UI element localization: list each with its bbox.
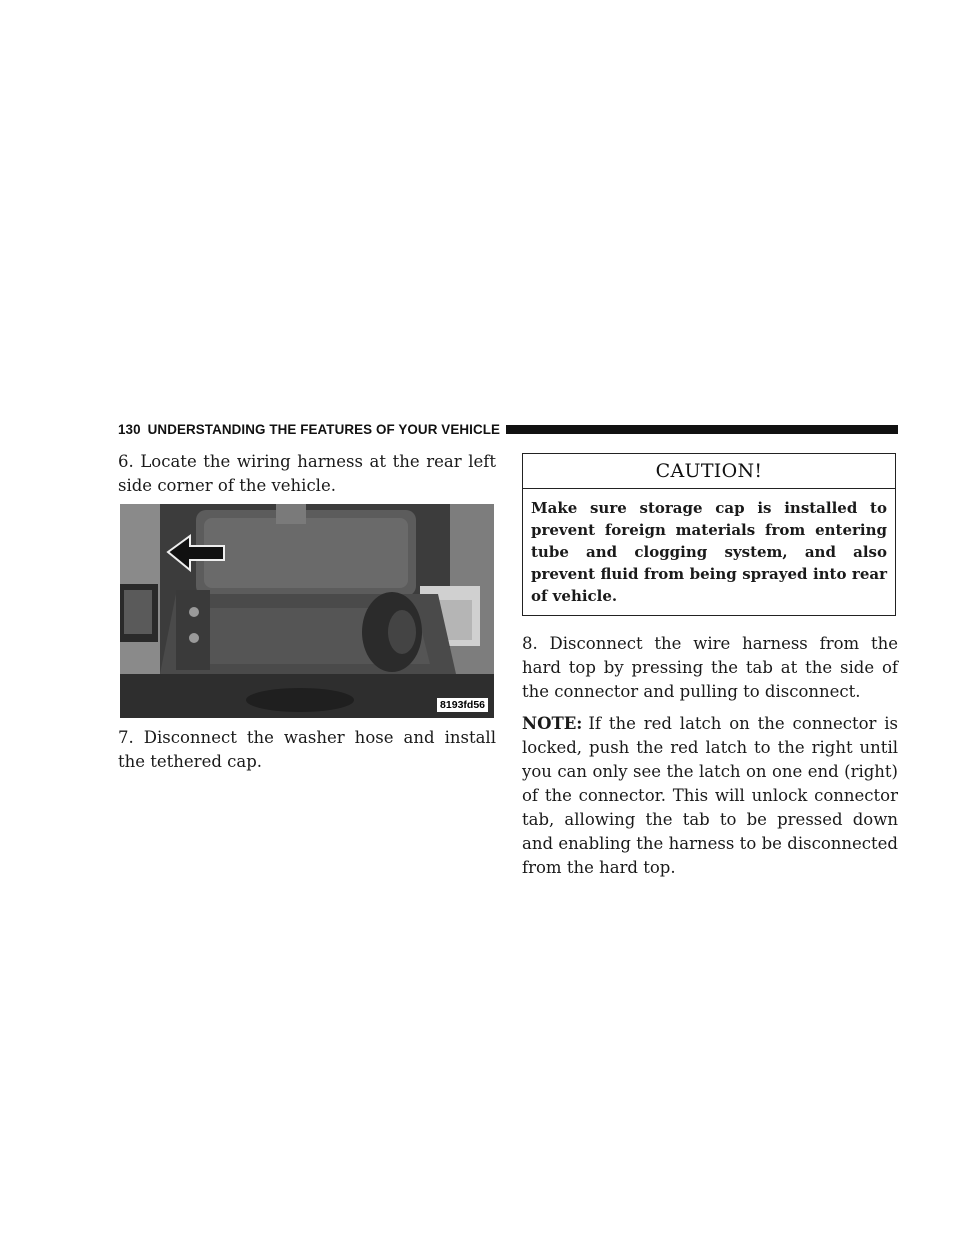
step-6-text: 6. Locate the wiring harness at the rear left side corner of the vehicle. [118, 452, 496, 495]
note-label: NOTE: [522, 714, 583, 733]
right-column [522, 453, 898, 880]
note-paragraph [522, 712, 898, 880]
figure-code: 8193fd56 [437, 698, 488, 712]
cargo-area-illustration [120, 504, 494, 718]
step-7-text: 7. Disconnect the washer hose and install the tethered cap. [118, 728, 496, 771]
cargo-area-photo [120, 504, 494, 718]
running-header [118, 418, 898, 440]
caution-body: Make sure storage cap is installed to prevent foreign materials from entering tube and clogging system, and also prevent fluid from being sprayed into rear of vehicle. [531, 499, 887, 605]
note-text: If the red latch on the connector is locked, push the red latch to the right until you can only see the latch on one end (right) of the connector. This will unlock connector tab, allowing the tab to be pressed down and enabling the harness to be disconnected from the hard top. [522, 714, 898, 877]
left-column [118, 450, 496, 774]
section-title: UNDERSTANDING THE FEATURES OF YOUR VEHICLE [147, 421, 501, 437]
step-8-text: 8. Disconnect the wire harness from the hard top by pressing the tab at the side of the connector and pulling to disconnect. [522, 634, 898, 701]
header-rule [506, 425, 898, 434]
caution-box [522, 453, 896, 616]
caution-title: CAUTION! [523, 454, 895, 489]
page-number: 130 [118, 421, 141, 437]
